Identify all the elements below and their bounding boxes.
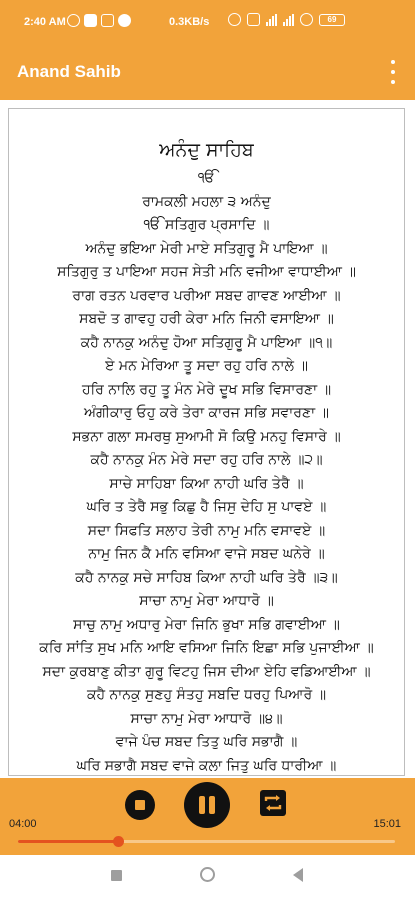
system-icons (228, 13, 345, 26)
seek-thumb[interactable] (113, 836, 124, 847)
battery-icon: 69 (319, 14, 345, 26)
audio-player (0, 778, 415, 855)
verse-line: ਏ ਮਨ ਮੇਰਿਆ ਤੂ ਸਦਾ ਰਹੁ ਹਰਿ ਨਾਲੇ ॥ (105, 358, 308, 374)
notification-icon (84, 14, 97, 27)
verse-line: ਸਾਚੇ ਸਾਹਿਬਾ ਕਿਆ ਨਾਹੀ ਘਰਿ ਤੇਰੈ ॥ (109, 475, 304, 492)
verse-line: ਘਰਿ ਤ ਤੇਰੈ ਸਭੁ ਕਿਛੁ ਹੈ ਜਿਸੁ ਦੇਹਿ ਸੁ ਪਾਵਏ ॥ (86, 499, 327, 515)
verse-line: ਅਨੰਦੁ ਭਇਆ ਮੇਰੀ ਮਾਏ ਸਤਿਗੁਰੂ ਮੈ ਪਾਇਆ ॥ (85, 240, 328, 257)
verse-line: ਕਹੈ ਨਾਨਕੁ ਮੰਨ ਮੇਰੇ ਸਦਾ ਰਹੁ ਹਰਿ ਨਾਲੇ ॥੨॥ (90, 452, 323, 468)
bani-title: ਅਨੰਦੁ ਸਾਹਿਬ (159, 139, 254, 161)
network-speed: 0.3KB/s (169, 16, 210, 28)
verse-line: ਸਭਨਾ ਗਲਾ ਸਮਰਥੁ ਸੁਆਮੀ ਸੋ ਕਿਉ ਮਨਹੁ ਵਿਸਾਰੇ ॥ (72, 428, 341, 445)
verse-line: ਸਬਦੋ ਤ ਗਾਵਹੁ ਹਰੀ ਕੇਰਾ ਮਨਿ ਜਿਨੀ ਵਸਾਇਆ ॥ (79, 311, 334, 327)
seek-progress (18, 840, 118, 843)
home-icon[interactable] (200, 867, 215, 882)
notification-icons (67, 14, 131, 27)
notification-icon (118, 14, 131, 27)
stop-icon[interactable] (125, 790, 155, 820)
verse-line: ਰਾਮਕਲੀ ਮਹਲਾ ੩ ਅਨੰਦੁ (142, 193, 271, 210)
recents-icon[interactable] (111, 870, 122, 881)
app-bar (0, 44, 415, 100)
verse-line: ਕਹੈ ਨਾਨਕੁ ਅਨੰਦੁ ਹੋਆ ਸਤਿਗੁਰੂ ਮੈ ਪਾਇਆ ॥੧॥ (80, 334, 333, 351)
overflow-menu-icon[interactable] (389, 60, 397, 84)
back-icon[interactable] (293, 868, 303, 882)
bani-text-panel[interactable] (8, 108, 405, 776)
signal-icon (266, 14, 277, 26)
status-time: 2:40 AM (24, 16, 66, 28)
verse-line: ਘਰਿ ਸਭਾਗੈ ਸਬਦ ਵਾਜੇ ਕਲਾ ਜਿਤੁ ਘਰਿ ਧਾਰੀਆ ॥ (76, 757, 337, 774)
verse-line: ੴ ਸਤਿਗੁਰ ਪ੍ਰਸਾਦਿ ॥ (143, 217, 270, 233)
verse-line: ਸਤਿਗੁਰੁ ਤ ਪਾਇਆ ਸਹਜ ਸੇਤੀ ਮਨਿ ਵਜੀਆ ਵਾਧਾਈਆ ॥ (57, 264, 356, 280)
verse-line: ਕਹੈ ਨਾਨਕੁ ਸਚੇ ਸਾਹਿਬ ਕਿਆ ਨਾਹੀ ਘਰਿ ਤੇਰੈ ॥੩॥ (75, 569, 338, 586)
verse-line: ਅੰਗੀਕਾਰੁ ਓਹੁ ਕਰੇ ਤੇਰਾ ਕਾਰਜ ਸਭਿ ਸਵਾਰਣਾ ॥ (84, 405, 329, 421)
verse-line: ਵਾਜੇ ਪੰਚ ਸਬਦ ਤਿਤੁ ਘਰਿ ਸਭਾਗੈ ॥ (115, 734, 298, 750)
verse-line: ਕਰਿ ਸਾਂਤਿ ਸੁਖ ਮਨਿ ਆਇ ਵਸਿਆ ਜਿਨਿ ਇਛਾ ਸਭਿ ਪੁਜਾਈਆ ॥ (39, 640, 374, 656)
verse-line: ਸਾਚਾ ਨਾਮੁ ਮੇਰਾ ਆਧਾਰੋ ॥ (139, 593, 274, 609)
notification-icon (101, 14, 114, 27)
vibrate-icon (247, 13, 260, 26)
verse-line: ਸਾਚਾ ਨਾਮੁ ਮੇਰਾ ਆਧਾਰੋ ॥੪॥ (130, 710, 283, 727)
pause-icon[interactable] (184, 782, 230, 828)
app-title: Anand Sahib (17, 62, 121, 81)
verse-line: ਨਾਮੁ ਜਿਨ ਕੈ ਮਨਿ ਵਸਿਆ ਵਾਜੇ ਸਬਦ ਘਨੇਰੇ ॥ (88, 546, 325, 562)
verse-line: ਰਾਗ ਰਤਨ ਪਰਵਾਰ ਪਰੀਆ ਸਬਦ ਗਾਵਣ ਆਈਆ ॥ (72, 287, 341, 304)
verse-line: ਸਦਾ ਸਿਫਤਿ ਸਲਾਹ ਤੇਰੀ ਨਾਮੁ ਮਨਿ ਵਸਾਵਏ ॥ (87, 522, 326, 539)
alarm-icon (228, 13, 241, 26)
status-bar (0, 0, 415, 44)
verse-line: ਸਦਾ ਕੁਰਬਾਣੁ ਕੀਤਾ ਗੁਰੂ ਵਿਟਹੁ ਜਿਸ ਦੀਆ ਏਹਿ ਵਡਿਆਈਆ ॥ (42, 663, 371, 680)
verse-line: ਕਹੈ ਨਾਨਕੁ ਸੁਣਹੁ ਸੰਤਹੁ ਸਬਦਿ ਧਰਹੁ ਪਿਆਰੋ ॥ (86, 687, 327, 703)
notification-icon (67, 14, 80, 27)
seek-bar[interactable] (18, 840, 395, 843)
total-time: 15:01 (373, 818, 401, 830)
repeat-icon[interactable] (259, 789, 287, 817)
verse-line: ਸਾਚੁ ਨਾਮੁ ਅਧਾਰੁ ਮੇਰਾ ਜਿਨਿ ਭੁਖਾ ਸਭਿ ਗਵਾਈਆ ॥ (73, 616, 340, 633)
verse-list (9, 167, 404, 776)
wifi-icon (300, 13, 313, 26)
current-time: 04:00 (9, 818, 37, 830)
signal-icon (283, 14, 294, 26)
verse-line: ਹਰਿ ਨਾਲਿ ਰਹੁ ਤੂ ਮੰਨ ਮੇਰੇ ਦੂਖ ਸਭਿ ਵਿਸਾਰਣਾ ॥ (81, 381, 332, 398)
system-nav-bar (0, 855, 415, 900)
verse-line: ੴ (197, 170, 216, 186)
